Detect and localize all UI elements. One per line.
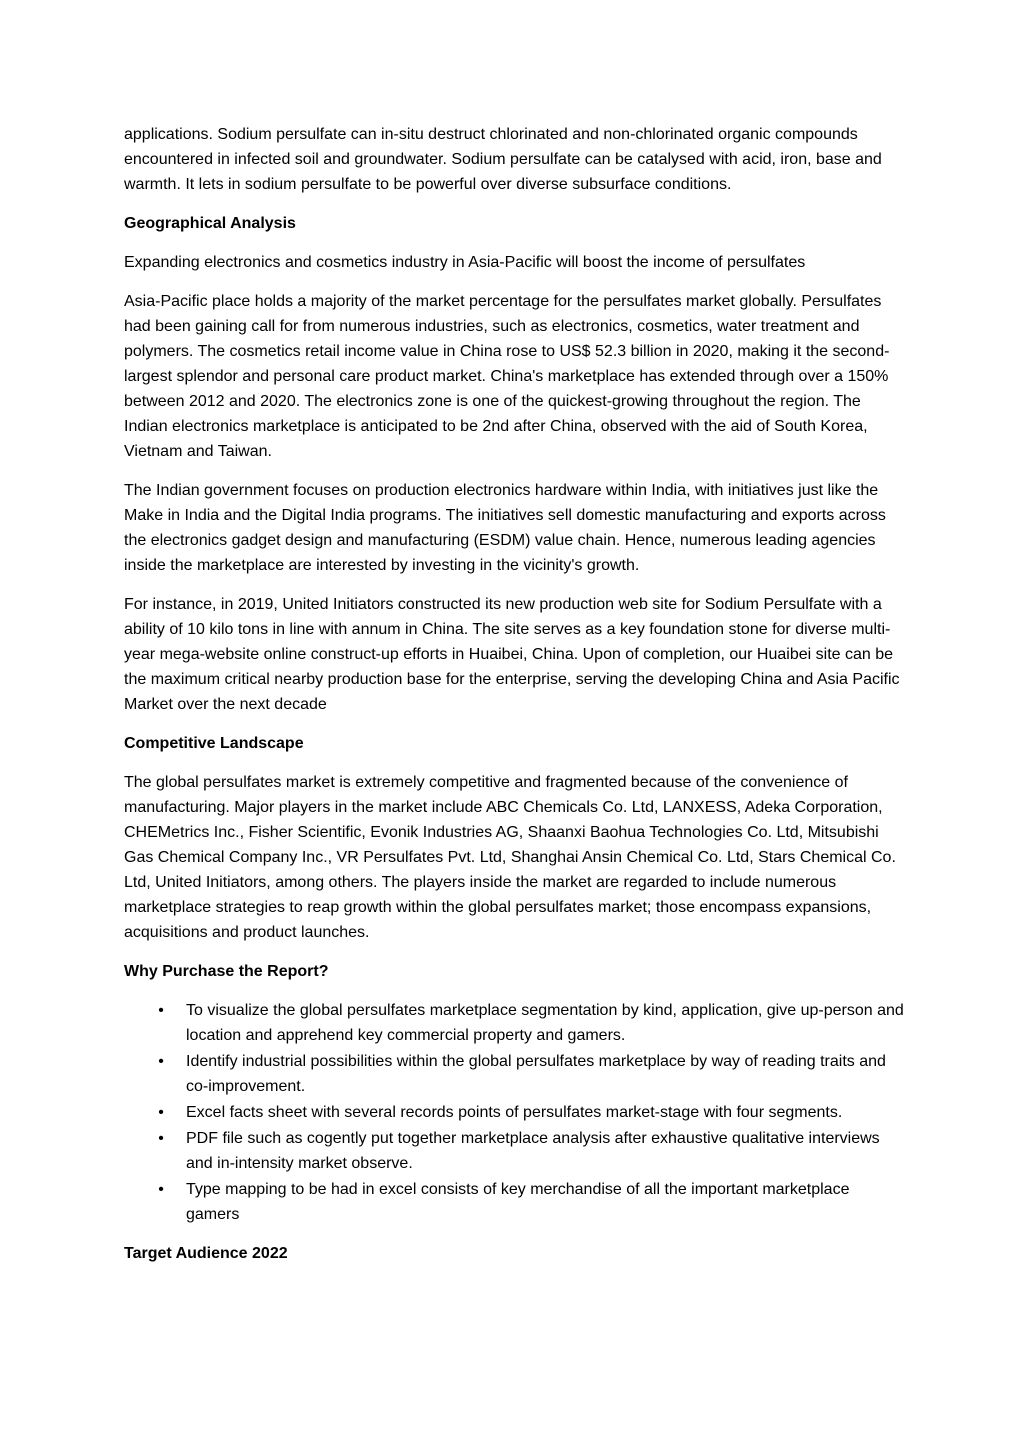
intro-paragraph: applications. Sodium persulfate can in-situ destruct chlorinated and non-chlorinated organic compounds encountered in infected soil and groundwater. Sodium persulfate can be catalysed with acid, iron, base and warmth. It lets in sodium persulfate to be powerful over diverse subsurface conditions. (124, 126, 882, 193)
list-item (124, 998, 904, 1048)
document-page (124, 122, 904, 1280)
bullet-icon: • (158, 1130, 164, 1147)
list-item-text: PDF file such as cogently put together marketplace analysis after exhaustive qualitative interviews and in-intensity market observe. (186, 1130, 880, 1172)
list-item-text: To visualize the global persulfates marketplace segmentation by kind, application, give up-person and location and apprehend key commercial property and gamers. (186, 1002, 904, 1044)
list-item-text: Excel facts sheet with several records points of persulfates market-stage with four segments. (186, 1104, 843, 1121)
list-item (124, 1049, 904, 1099)
geographical-paragraph-asia-pacific: Asia-Pacific place holds a majority of the market percentage for the persulfates market globally. Persulfates had been gaining call for from numerous industries, such as electronics, cosmetics, water treatment and polymers. The cosmetics retail income value in China rose to US$ 52.3 billion in 2020, making it the second-largest splendor and personal care product market. China's marketplace has extended through over a 150% between 2012 and 2020. The electronics zone is one of the quickest-growing throughout the region. The Indian electronics marketplace is anticipated to be 2nd after China, observed with the aid of South Korea, Vietnam and Taiwan. (124, 293, 890, 460)
target-audience-heading: Target Audience 2022 (124, 1245, 288, 1262)
bullet-icon: • (158, 1181, 164, 1198)
list-item (124, 1126, 904, 1176)
bullet-icon: • (158, 1104, 164, 1121)
geographical-analysis-heading: Geographical Analysis (124, 215, 296, 232)
competitive-landscape-heading: Competitive Landscape (124, 735, 304, 752)
list-item (124, 1100, 904, 1125)
list-item (124, 1177, 904, 1227)
competitive-landscape-paragraph: The global persulfates market is extremely competitive and fragmented because of the convenience of manufacturing. Major players in the market include ABC Chemicals Co. Ltd, LANXESS, Adeka Corporation, CHEMetrics Inc., Fisher Scientific, Evonik Industries AG, Shaanxi Baohua Technologies Co. Ltd, Mitsubishi Gas Chemical Company Inc., VR Persulfates Pvt. Ltd, Shanghai Ansin Chemical Co. Ltd, Stars Chemical Co. Ltd, United Initiators, among others. The players inside the market are regarded to include numerous marketplace strategies to reap growth within the global persulfates market; those encompass expansions, acquisitions and product launches. (124, 774, 896, 941)
why-purchase-list (124, 998, 904, 1227)
bullet-icon: • (158, 1002, 164, 1019)
geographical-analysis-subheading: Expanding electronics and cosmetics industry in Asia-Pacific will boost the income of persulfates (124, 254, 806, 271)
list-item-text: Type mapping to be had in excel consists of key merchandise of all the important marketplace gamers (186, 1181, 850, 1223)
geographical-paragraph-india: The Indian government focuses on production electronics hardware within India, with initiatives just like the Make in India and the Digital India programs. The initiatives sell domestic manufacturing and exports across the electronics gadget design and manufacturing (ESDM) value chain. Hence, numerous leading agencies inside the marketplace are interested by investing in the vicinity's growth. (124, 482, 886, 574)
geographical-paragraph-united-initiators: For instance, in 2019, United Initiators constructed its new production web site for Sodium Persulfate with a ability of 10 kilo tons in line with annum in China. The site serves as a key foundation stone for diverse multi-year mega-website online construct-up efforts in Huaibei, China. Upon of completion, our Huaibei site can be the maximum critical nearby production base for the enterprise, serving the developing China and Asia Pacific Market over the next decade (124, 596, 900, 713)
why-purchase-heading: Why Purchase the Report? (124, 963, 329, 980)
list-item-text: Identify industrial possibilities within the global persulfates marketplace by way of reading traits and co-improvement. (186, 1053, 886, 1095)
bullet-icon: • (158, 1053, 164, 1070)
